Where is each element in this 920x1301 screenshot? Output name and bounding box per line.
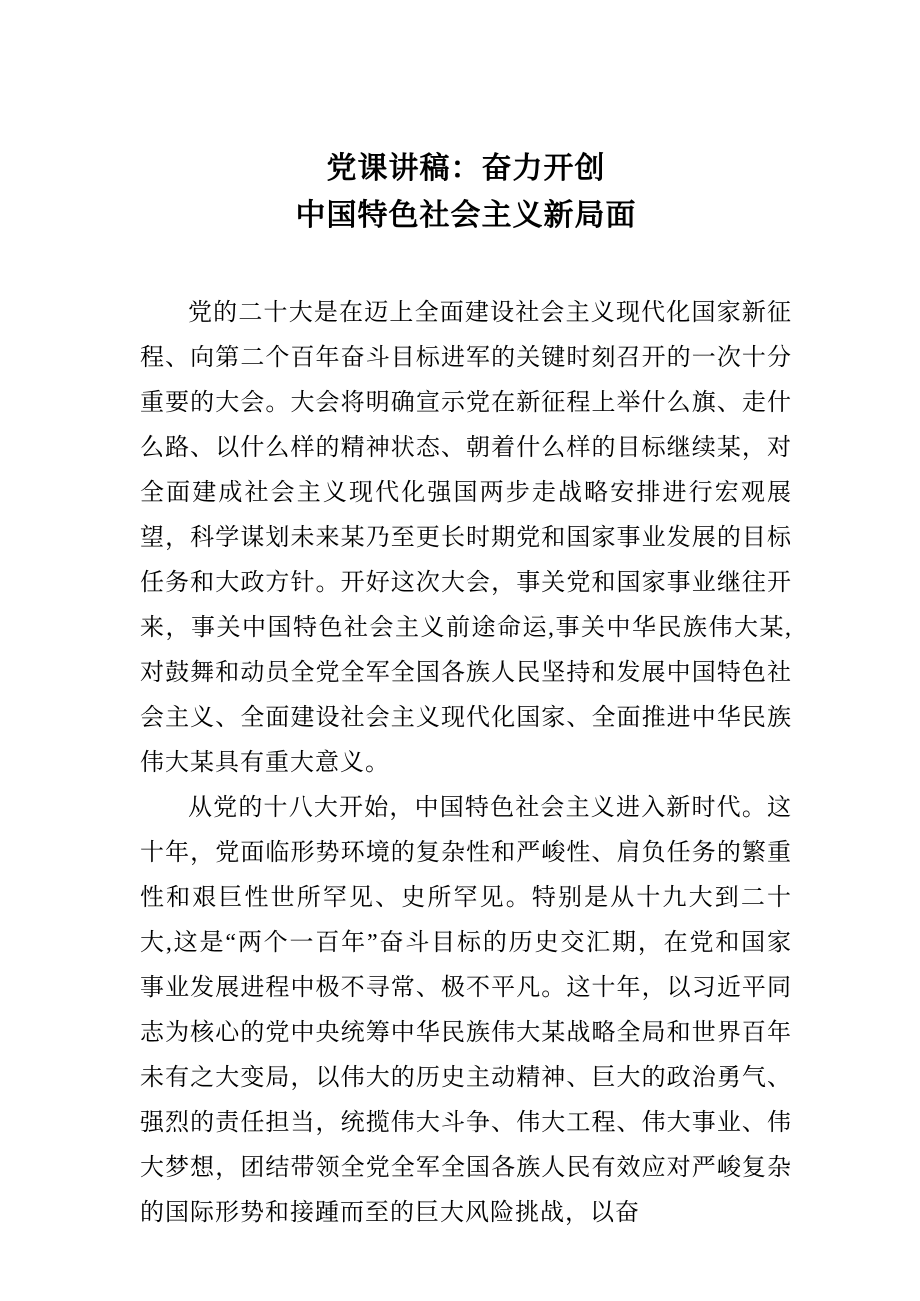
document-title-line-1: 党课讲稿：奋力开创 — [326, 152, 606, 185]
document-title-line-2: 中国特色社会主义新局面 — [295, 199, 637, 232]
paragraph-2: 从党的十八大开始，中国特色社会主义进入新时代。这十年，党面临形势环境的复杂性和严峻性、肩负任务的繁重性和艰巨性世所罕见、史所罕见。特别是从十九大到二十大,这是“两个一百年”奋斗目标的历史交汇期，在党和国家事业发展进程中极不寻常、极不平凡。这十年，以习近平同志为核心的党中央统筹中华民族伟大某战略全局和世界百年未有之大变局，以伟大的历史主动精神、巨大的政治勇气、强烈的责任担当，统揽伟大斗争、伟大工程、伟大事业、伟大梦想，团结带领全党全军全国各族人民有效应对严峻复杂的国际形势和接踵而至的巨大风险挑战，以奋 — [140, 795, 792, 1226]
document-title — [140, 145, 792, 239]
paragraph-1: 党的二十大是在迈上全面建设社会主义现代化国家新征程、向第二个百年奋斗目标进军的关键时刻召开的一次十分重要的大会。大会将明确宣示党在新征程上举什么旗、走什么路、以什么样的精神状态、朝着什么样的目标继续某，对全面建成社会主义现代化强国两步走战略安排进行宏观展望，科学谋划未来某乃至更长时期党和国家事业发展的目标任务和大政方针。开好这次大会，事关党和国家事业继往开来，事关中国特色社会主义前途命运,事关中华民族伟大某,对鼓舞和动员全党全军全国各族人民坚持和发展中国特色社会主义、全面建设社会主义现代化国家、全面推进中华民族伟大某具有重大意义。 — [140, 300, 792, 776]
document-body — [140, 291, 792, 1236]
